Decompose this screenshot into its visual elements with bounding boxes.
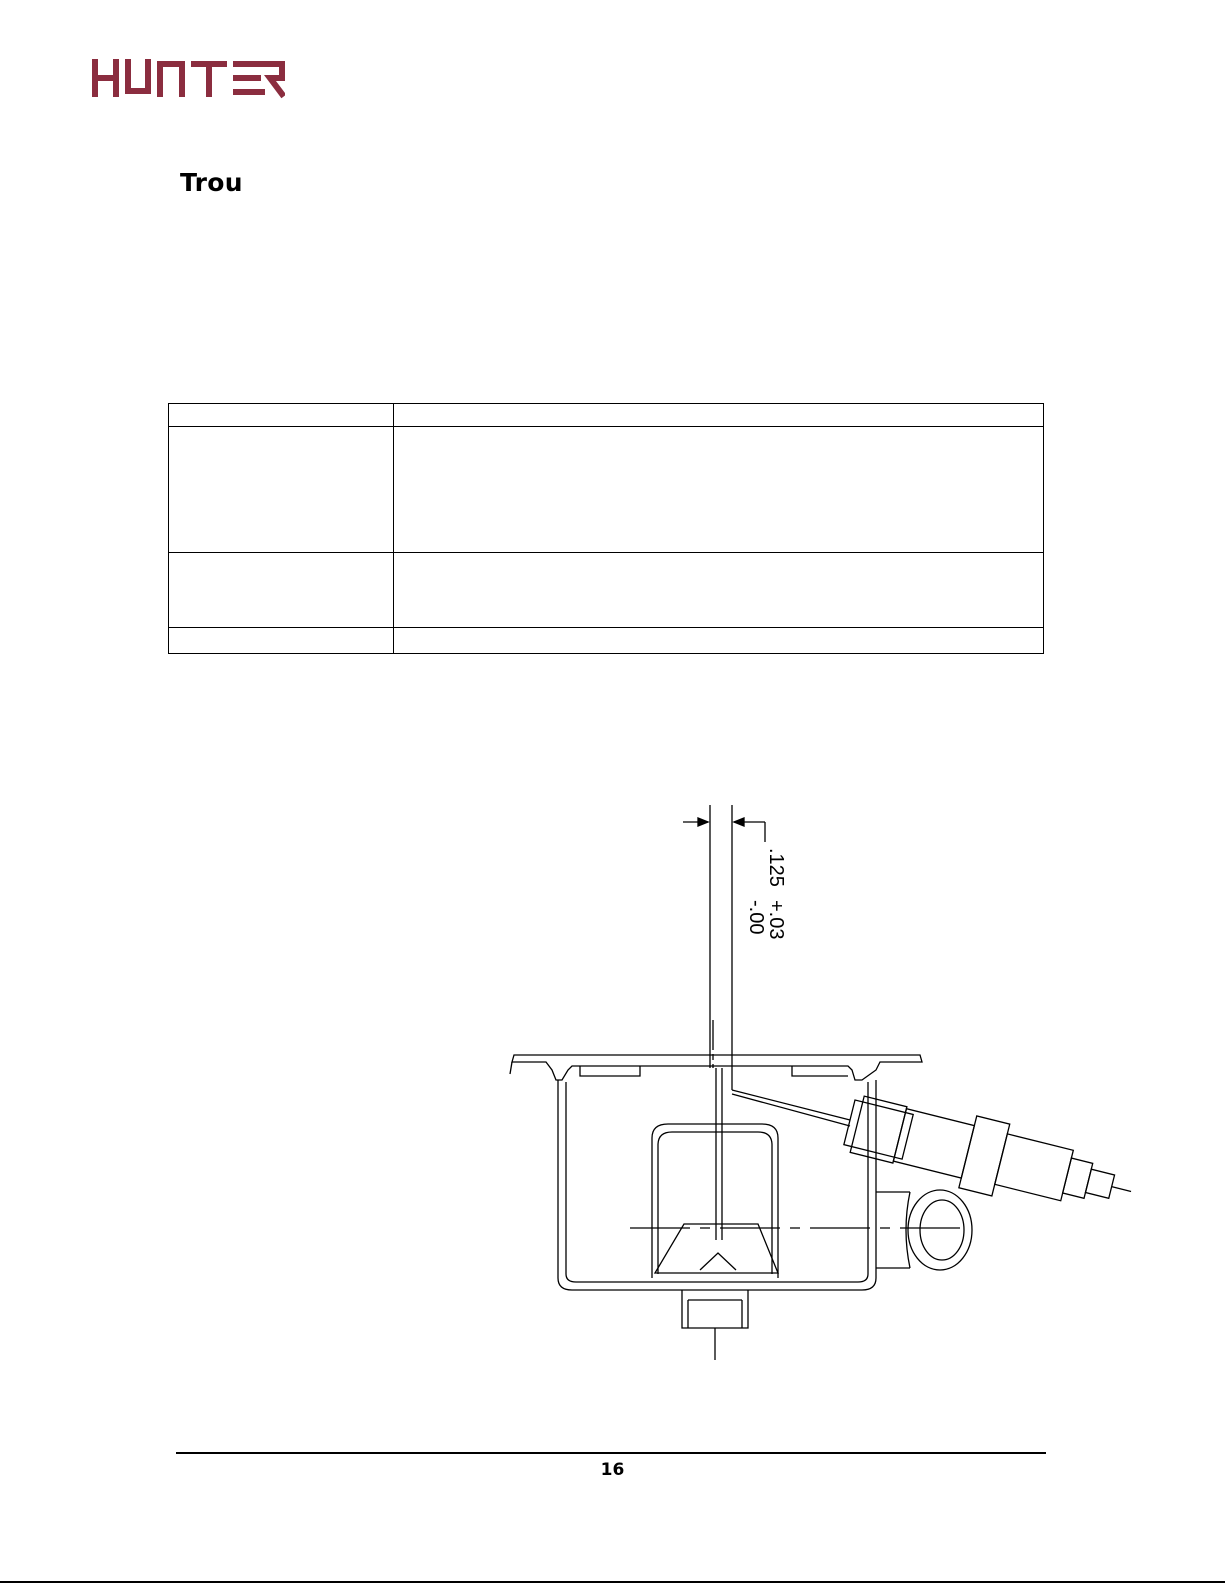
hunter-logo [90, 56, 285, 100]
page-bottom-border [0, 1581, 1225, 1583]
tolerance-minus: -.00 [745, 900, 767, 935]
tolerance-plus: +.03 [765, 900, 787, 940]
table-cell [169, 427, 394, 553]
table-cell [169, 553, 394, 628]
troubleshooting-table [168, 403, 1044, 654]
table-row [169, 553, 1044, 628]
table-row [169, 404, 1044, 427]
table-cell [394, 628, 1044, 654]
table-row [169, 427, 1044, 553]
page-number: 16 [600, 1460, 625, 1480]
table-cell [394, 553, 1044, 628]
dimension-value: .125 [765, 848, 787, 887]
table-cell [394, 427, 1044, 553]
section-heading: Trou [180, 168, 243, 197]
table-cell [169, 404, 394, 427]
burner-ignitor-drawing [500, 800, 1160, 1380]
table-row [169, 628, 1044, 654]
table-cell [394, 404, 1044, 427]
table-cell [169, 628, 394, 654]
footer-rule [176, 1452, 1046, 1454]
